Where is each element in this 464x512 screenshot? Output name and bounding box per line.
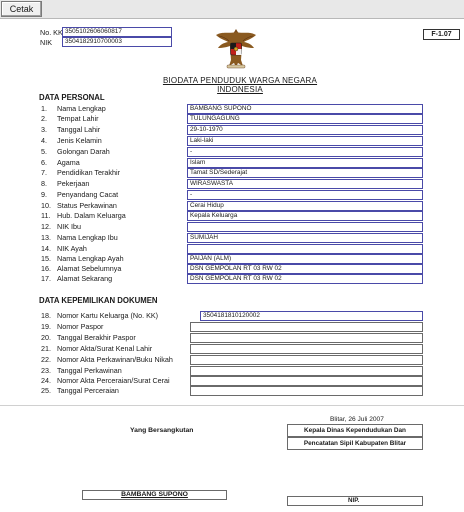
field-value-pendidikan: Tamat SD/Sederajat <box>187 168 423 178</box>
toolbar <box>0 0 464 19</box>
field-label: Nomor Paspor <box>57 322 104 331</box>
field-value-nik-ibu <box>187 222 423 232</box>
field-value-jenis-kelamin: Laki-laki <box>187 136 423 146</box>
row-number: 23. <box>41 366 51 375</box>
row-number: 15. <box>41 254 51 263</box>
row-number: 22. <box>41 355 51 364</box>
row-number: 2. <box>41 114 47 123</box>
field-label: Hub. Dalam Keluarga <box>57 211 126 220</box>
field-label: Tempat Lahir <box>57 114 99 123</box>
row-number: 19. <box>41 322 51 331</box>
row-number: 6. <box>41 158 47 167</box>
field-value-nomor-kk: 3504181810120002 <box>200 311 423 321</box>
row-number: 25. <box>41 386 51 395</box>
field-value-nomor-paspor <box>190 322 423 332</box>
field-label: NIK Ayah <box>57 244 87 253</box>
document-title: BIODATA PENDUDUK WARGA NEGARA INDONESIA <box>162 76 318 94</box>
field-value-akta-lahir <box>190 344 423 354</box>
garuda-emblem-icon <box>214 26 258 70</box>
no-kk-value: 3505102606060817 <box>62 27 172 37</box>
field-value-akta-perceraian <box>190 376 423 386</box>
field-value-penyandang-cacat: - <box>187 190 423 200</box>
row-number: 24. <box>41 376 51 385</box>
field-value-nama-lengkap: BAMBANG SUPONO <box>187 104 423 114</box>
print-button[interactable]: Cetak <box>1 1 42 17</box>
field-label: Status Perkawinan <box>57 201 117 210</box>
field-label: Nomor Akta/Surat Kenal Lahir <box>57 344 153 353</box>
row-number: 16. <box>41 264 51 273</box>
field-label: Tanggal Perceraian <box>57 386 119 395</box>
signer-label: Yang Bersangkutan <box>130 427 194 434</box>
signer-name: BAMBANG SUPONO <box>82 490 227 500</box>
row-number: 13. <box>41 233 51 242</box>
personal-section-heading: DATA PERSONAL <box>39 93 105 102</box>
row-number: 18. <box>41 311 51 320</box>
row-number: 17. <box>41 274 51 283</box>
nik-label: NIK <box>40 38 52 47</box>
field-label: Nama Lengkap Ayah <box>57 254 124 263</box>
field-label: Alamat Sekarang <box>57 274 113 283</box>
no-kk-label: No. KK <box>40 28 63 37</box>
field-value-alamat-sekarang: DSN GEMPOLAN RT 03 RW 02 <box>187 274 423 284</box>
row-number: 8. <box>41 179 47 188</box>
field-label: Pendidikan Terakhir <box>57 168 120 177</box>
field-value-akta-perkawinan <box>190 355 423 365</box>
row-number: 5. <box>41 147 47 156</box>
field-label: Nomor Akta Perkawinan/Buku Nikah <box>57 355 173 364</box>
field-label: Jenis Kelamin <box>57 136 102 145</box>
row-number: 10. <box>41 201 51 210</box>
field-label: Alamat Sebelumnya <box>57 264 122 273</box>
field-label: Nama Lengkap Ibu <box>57 233 118 242</box>
field-label: Golongan Darah <box>57 147 110 156</box>
section-divider <box>0 405 464 406</box>
field-value-nik-ayah <box>187 244 423 254</box>
row-number: 9. <box>41 190 47 199</box>
form-code-badge: F-1.07 <box>423 29 460 40</box>
field-value-agama: Islam <box>187 158 423 168</box>
row-number: 7. <box>41 168 47 177</box>
field-label: Tanggal Lahir <box>57 125 101 134</box>
row-number: 1. <box>41 104 47 113</box>
field-value-hub-keluarga: Kepala Keluarga <box>187 211 423 221</box>
documents-section-heading: DATA KEPEMILIKAN DOKUMEN <box>39 296 158 305</box>
field-label: Nomor Kartu Keluarga (No. KK) <box>57 311 159 320</box>
place-date: Blitar, 26 Juli 2007 <box>330 416 384 423</box>
field-label: Tanggal Berakhir Paspor <box>57 333 136 342</box>
field-label: NIK Ibu <box>57 222 81 231</box>
field-value-status-perkawinan: Cerai Hidup <box>187 201 423 211</box>
row-number: 3. <box>41 125 47 134</box>
office-title-line1: Kepala Dinas Kependudukan Dan <box>287 424 423 437</box>
nik-value: 3504182910700003 <box>62 37 172 47</box>
field-value-tempat-lahir: TULUNGAGUNG <box>187 114 423 124</box>
field-label: Agama <box>57 158 80 167</box>
row-number: 12. <box>41 222 51 231</box>
field-value-tanggal-lahir: 29-10-1970 <box>187 125 423 135</box>
field-label: Penyandang Cacat <box>57 190 119 199</box>
field-value-tgl-perkawinan <box>190 366 423 376</box>
field-value-golongan-darah: - <box>187 147 423 157</box>
field-value-pekerjaan: WIRASWASTA <box>187 179 423 189</box>
field-label: Nomor Akta Perceraian/Surat Cerai <box>57 376 170 385</box>
row-number: 20. <box>41 333 51 342</box>
row-number: 11. <box>41 211 51 220</box>
row-number: 14. <box>41 244 51 253</box>
row-number: 21. <box>41 344 51 353</box>
office-title-line2: Pencatatan Sipil Kabupaten Blitar <box>287 437 423 450</box>
biodata-sheet <box>0 20 464 512</box>
official-nip: NIP. <box>287 496 423 506</box>
field-value-tgl-paspor <box>190 333 423 343</box>
field-label: Tanggal Perkawinan <box>57 366 122 375</box>
field-label: Nama Lengkap <box>57 104 106 113</box>
field-value-alamat-sebelumnya: DSN GEMPOLAN RT 03 RW 02 <box>187 264 423 274</box>
field-label: Pekerjaan <box>57 179 90 188</box>
field-value-nama-ayah: PAIJAN (ALM) <box>187 254 423 264</box>
field-value-tgl-perceraian <box>190 386 423 396</box>
field-value-nama-ibu: SUMIJAH <box>187 233 423 243</box>
row-number: 4. <box>41 136 47 145</box>
